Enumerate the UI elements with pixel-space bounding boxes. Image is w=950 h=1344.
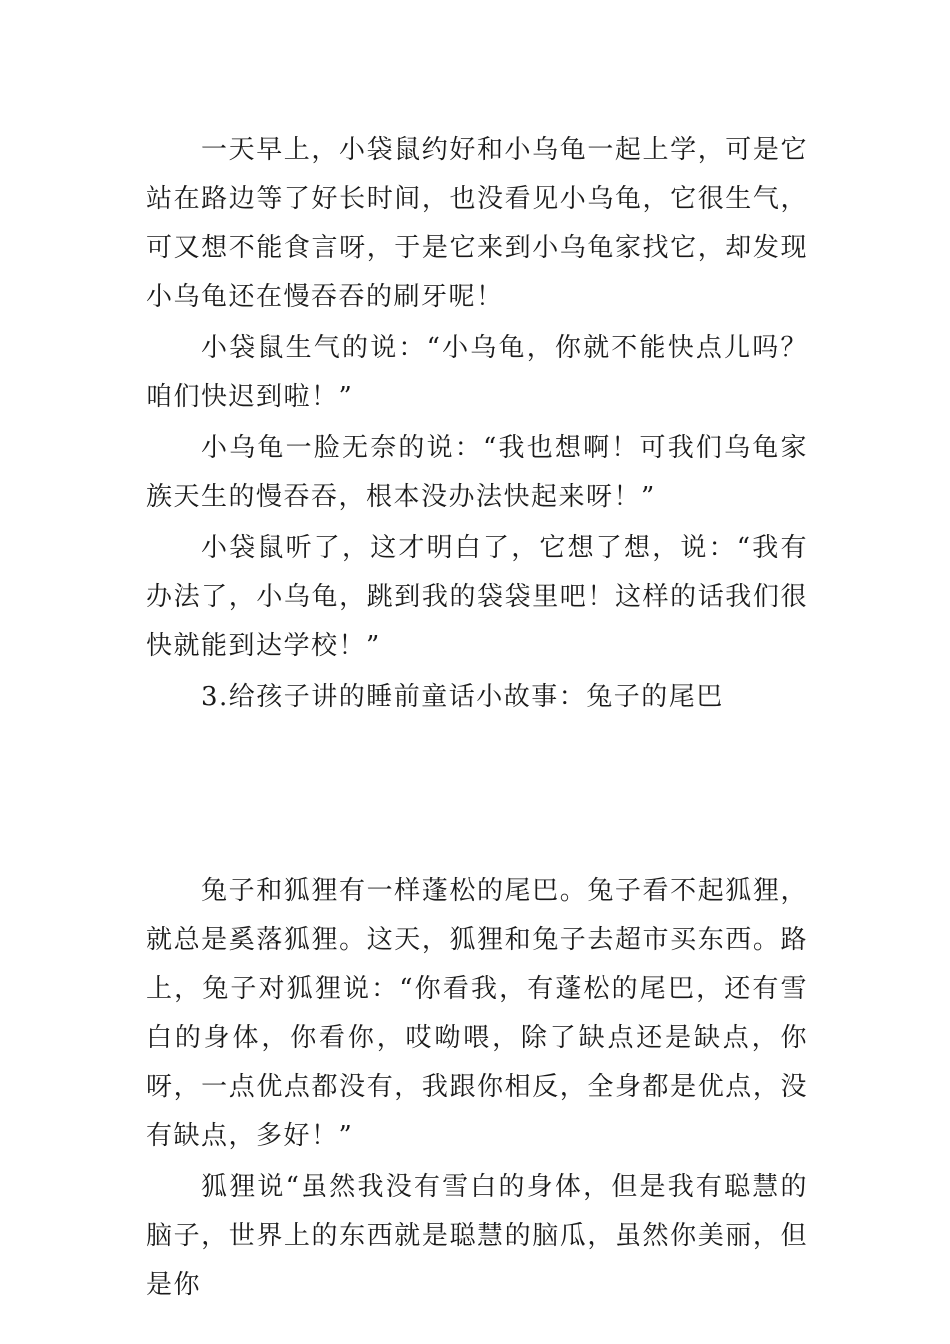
document-body <box>146 126 808 1312</box>
story-paragraph: 小袋鼠听了，这才明白了，它想了想，说：“我有办法了，小乌龟，跳到我的袋袋里吧！这样的话我们很快就能到达学校！” <box>146 533 808 661</box>
story-paragraph: 一天早上，小袋鼠约好和小乌龟一起上学，可是它站在路边等了好长时间，也没看见小乌龟，它很生气，可又想不能食言呀，于是它来到小乌龟家找它，却发现小乌龟还在慢吞吞的刷牙呢！ <box>146 135 808 312</box>
story-paragraph: 小乌龟一脸无奈的说：“我也想啊！可我们乌龟家族天生的慢吞吞，根本没办法快起来呀！” <box>146 433 808 512</box>
story-paragraph: 兔子和狐狸有一样蓬松的尾巴。兔子看不起狐狸，就总是奚落狐狸。这天，狐狸和兔子去超市买东西。路上，兔子对狐狸说：“你看我，有蓬松的尾巴，还有雪白的身体，你看你，哎呦喂，除了缺点还是缺点，你呀，一点优点都没有，我跟你相反，全身都是优点，没有缺点，多好！” <box>146 876 808 1151</box>
story-paragraph: 小袋鼠生气的说：“小乌龟，你就不能快点儿吗？咱们快迟到啦！” <box>146 333 808 412</box>
story-paragraph: 狐狸说“虽然我没有雪白的身体，但是我有聪慧的脑子，世界上的东西就是聪慧的脑瓜，虽然你美丽，但是你 <box>146 1172 808 1300</box>
blank-space <box>146 722 808 867</box>
story-heading: 3.给孩子讲的睡前童话小故事：兔子的尾巴 <box>201 682 724 712</box>
